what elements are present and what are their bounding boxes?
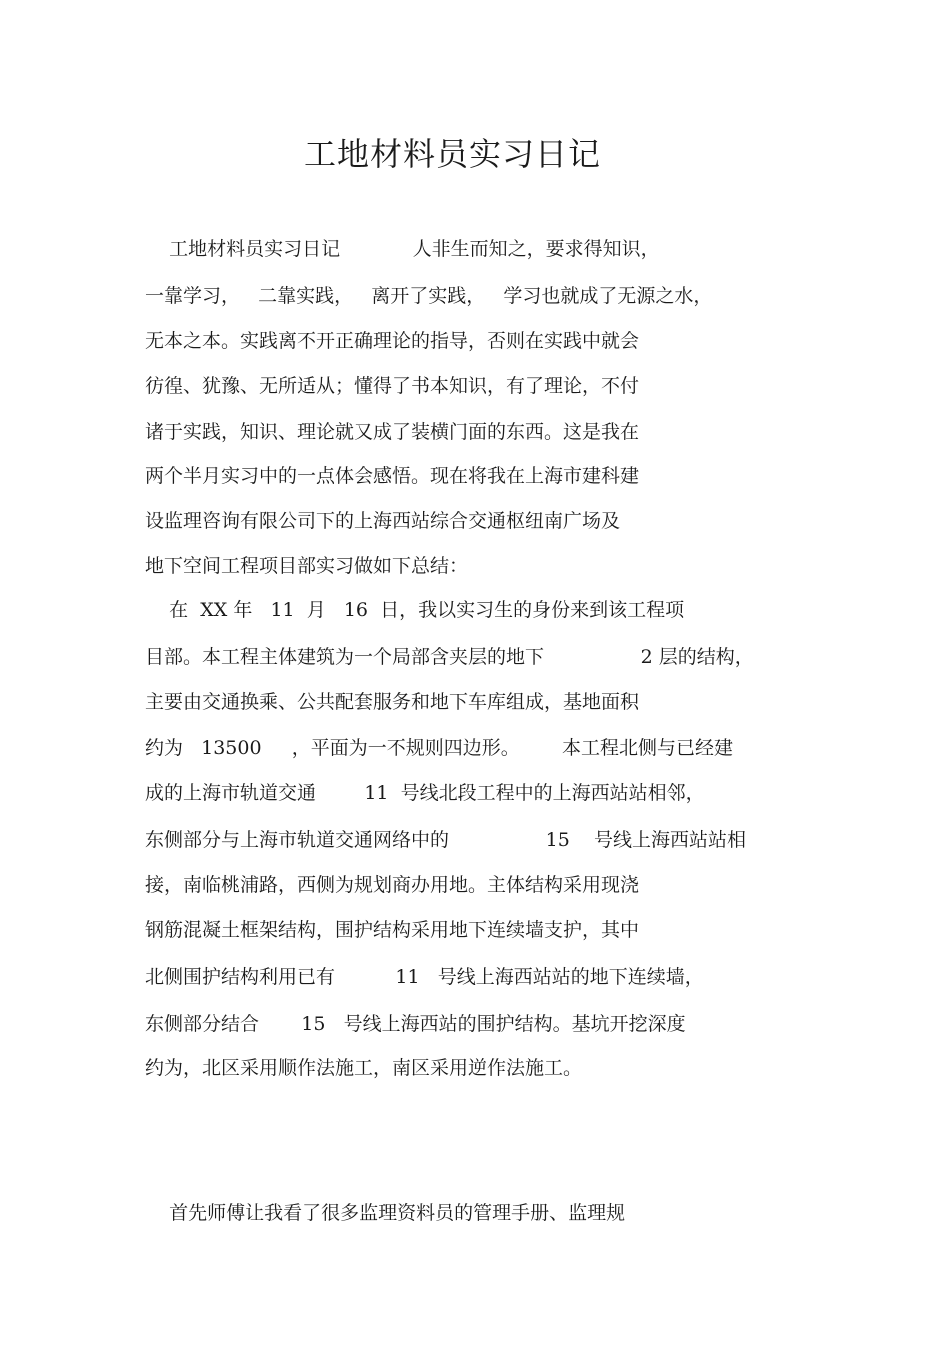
paragraph-line: 东侧部分结合 15 号线上海西站的围护结构。基坑开挖深度 [145, 1013, 686, 1035]
paragraph-line: 首先师傅让我看了很多监理资料员的管理手册、监理规 [145, 1202, 626, 1224]
paragraph-line: 一靠学习， 二靠实践， 离开了实践， 学习也就成了无源之水， [145, 285, 713, 307]
paragraph-line: 目部。本工程主体建筑为一个局部含夹层的地下 2 层的结构， [145, 646, 754, 668]
paragraph-line: 工地材料员实习日记 人非生而知之，要求得知识， [145, 238, 660, 260]
paragraph-line: 约为 13500 ，平面为一不规则四边形。 本工程北侧与已经建 [145, 737, 734, 759]
paragraph-line: 接，南临桃浦路，西侧为规划商办用地。主体结构采用现浇 [145, 874, 640, 896]
paragraph-line: 设监理咨询有限公司下的上海西站综合交通枢纽南广场及 [145, 510, 621, 532]
paragraph-line: 主要由交通换乘、公共配套服务和地下车库组成，基地面积 [145, 691, 640, 713]
paragraph-line: 无本之本。实践离不开正确理论的指导，否则在实践中就会 [145, 330, 640, 352]
paragraph-line: 在 XX 年 11 月 16 日，我以实习生的身份来到该工程项 [145, 599, 685, 621]
paragraph-line: 约为，北区采用顺作法施工，南区采用逆作法施工。 [145, 1057, 583, 1079]
paragraph-line: 东侧部分与上海市轨道交通网络中的 15 号线上海西站站相 [145, 829, 746, 851]
paragraph-line: 彷徨、犹豫、无所适从；懂得了书本知识，有了理论，不付 [145, 375, 640, 397]
paragraph-line: 钢筋混凝土框架结构，围护结构采用地下连续墙支护，其中 [145, 919, 640, 941]
paragraph-line: 两个半月实习中的一点体会感悟。现在将我在上海市建科建 [145, 465, 640, 487]
document-title: 工地材料员实习日记 [303, 135, 601, 173]
paragraph-line: 成的上海市轨道交通 11 号线北段工程中的上海西站站相邻， [145, 782, 705, 804]
paragraph-line: 北侧围护结构利用已有 11 号线上海西站站的地下连续墙， [145, 966, 704, 988]
paragraph-line: 地下空间工程项目部实习做如下总结： [145, 555, 469, 577]
paragraph-line: 诸于实践，知识、理论就又成了装横门面的东西。这是我在 [145, 421, 640, 443]
